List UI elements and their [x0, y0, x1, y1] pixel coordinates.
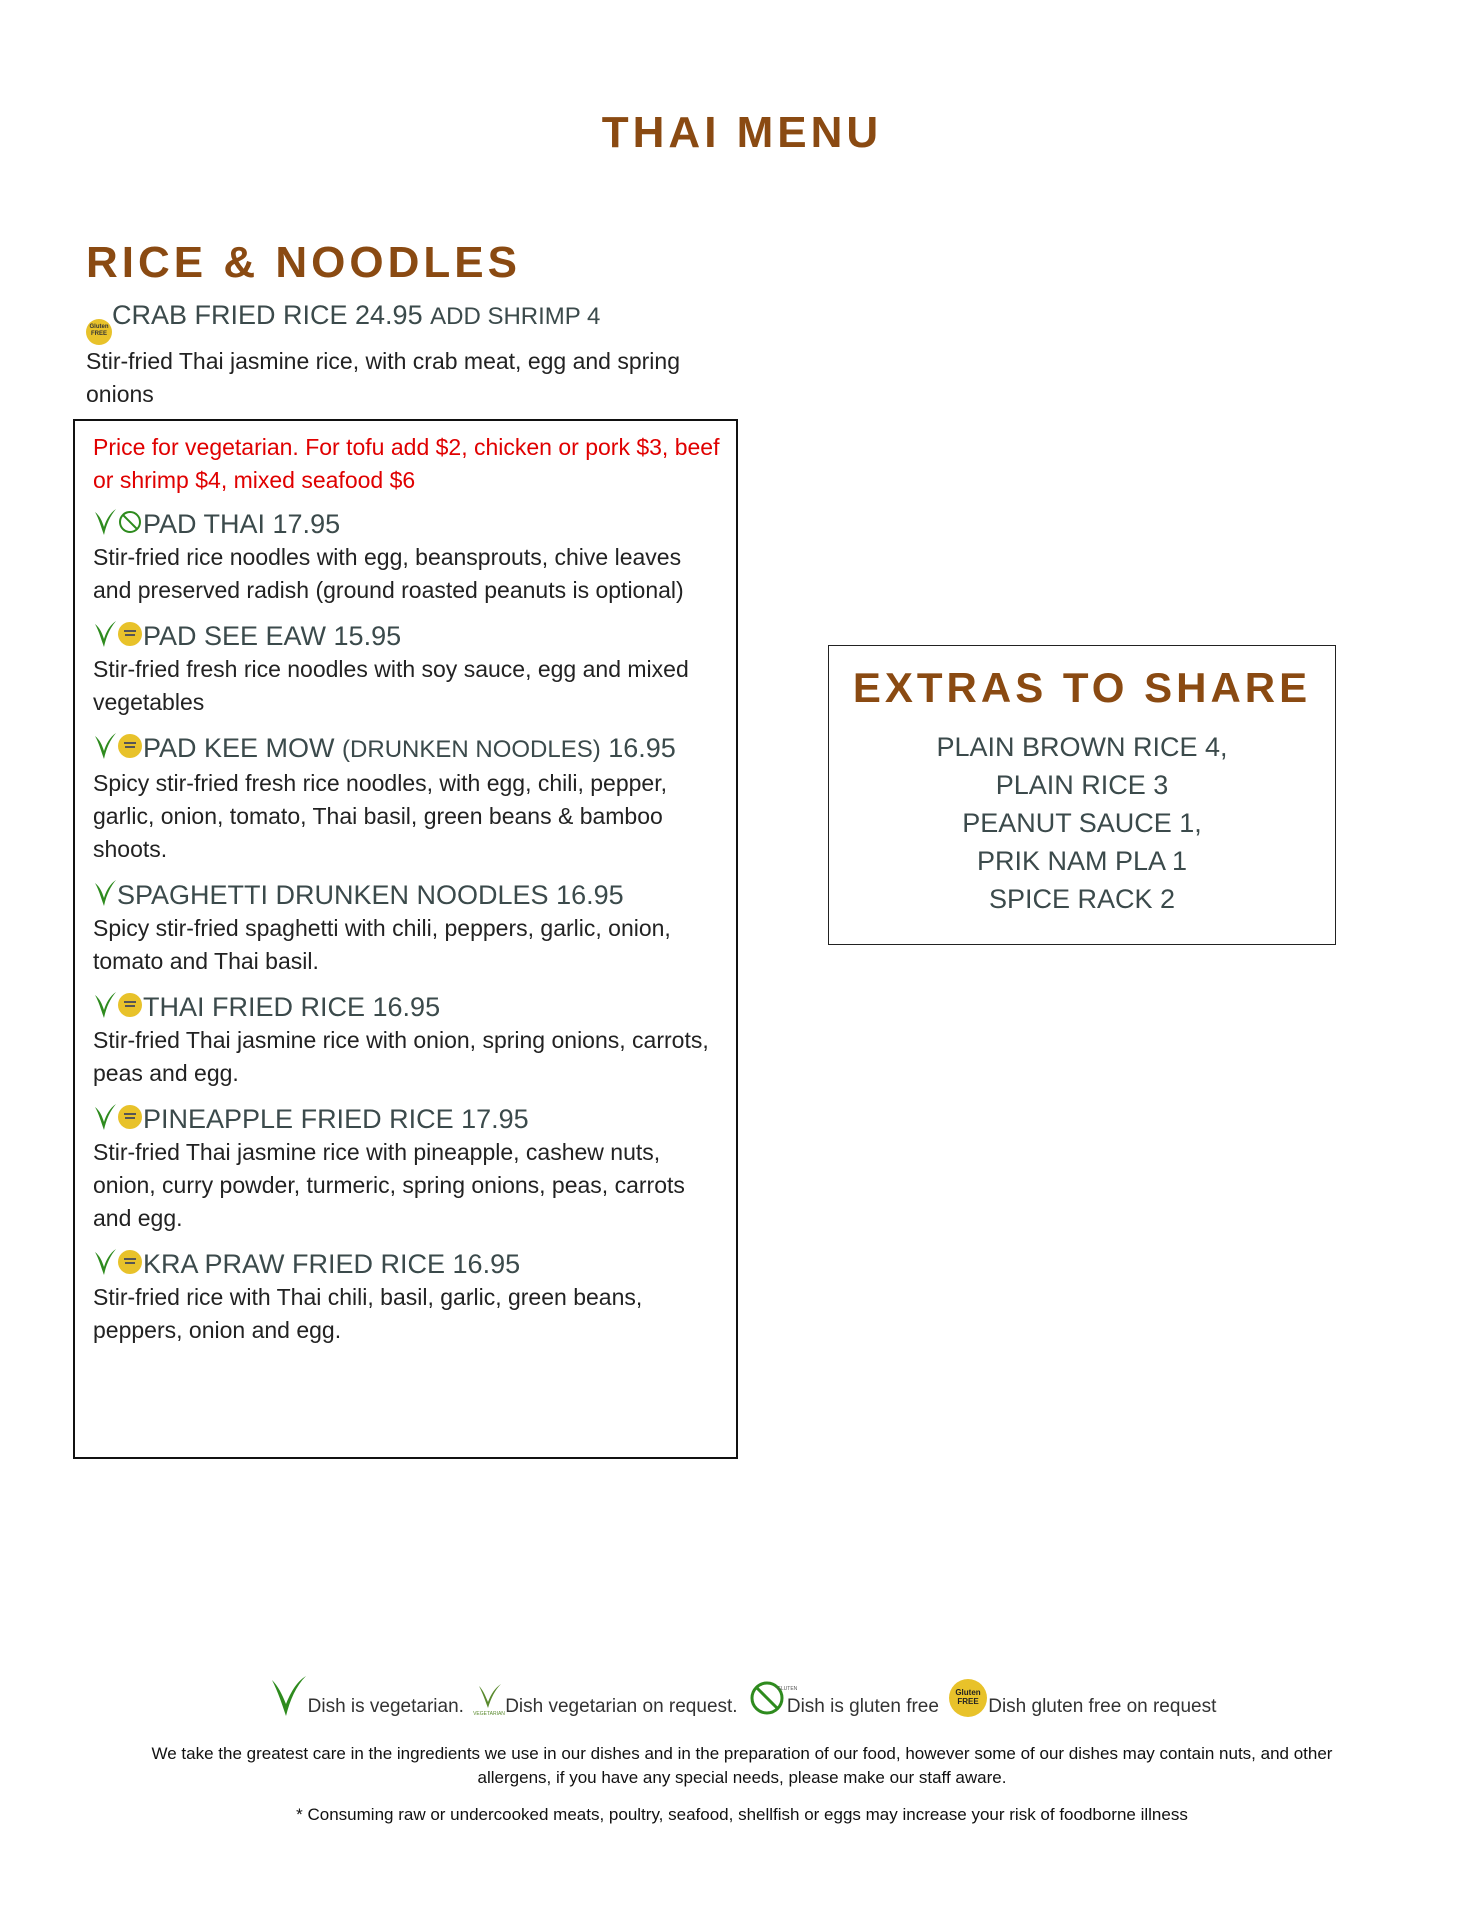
vegetarian-icon [93, 619, 117, 649]
svg-text:GLUTEN: GLUTEN [776, 1686, 798, 1692]
vegetarian-icon [268, 1672, 308, 1718]
extras-title: EXTRAS TO SHARE [852, 664, 1312, 711]
gluten-free-on-request-icon [117, 1249, 143, 1275]
gluten-free-on-request-icon [117, 621, 143, 647]
svg-text:VEGETARIAN: VEGETARIAN [473, 1711, 506, 1717]
dish-description: Stir-fried rice noodles with egg, beansprouts, chive leaves and preserved radish (ground roasted peanuts is optional) [93, 544, 684, 603]
vegetarian-icon [93, 1247, 117, 1277]
raw-food-warning: * Consuming raw or undercooked meats, poultry, seafood, shellfish or eggs may increase your risk of foodborne illness [296, 1805, 1188, 1824]
svg-text:FREE: FREE [957, 1697, 979, 1706]
dish-name-part: 16.95 [600, 733, 676, 763]
dish-name-part: (DRUNKEN NOODLES) [342, 736, 601, 763]
dish-description: Spicy stir-fried fresh rice noodles, with egg, chili, pepper, garlic, onion, tomato, Thai basil, green beans & bamboo shoots. [93, 770, 667, 862]
legend-gluten-free-on-request: Dish gluten free on request [988, 1696, 1217, 1717]
dish-name: PAD THAI 17.95 [143, 509, 341, 539]
dish-item [93, 990, 723, 1090]
extras-line: PEANUT SAUCE 1, [962, 808, 1202, 838]
vegetarian-icon [93, 507, 117, 537]
dish-name-part: PAD KEE MOW [143, 733, 343, 763]
dish-item [93, 1102, 723, 1235]
gluten-free-icon [117, 509, 143, 535]
vegetarian-dishes-box [73, 419, 738, 1459]
dish-name: SPAGHETTI DRUNKEN NOODLES 16.95 [117, 880, 624, 910]
dish-description: Stir-fried rice with Thai chili, basil, garlic, green beans, peppers, onion and egg. [93, 1284, 643, 1343]
dish-item [93, 619, 723, 719]
dish-addon: ADD SHRIMP 4 [430, 303, 601, 330]
vegetarian-on-request-icon [473, 1682, 505, 1718]
section-title: RICE & NOODLES [86, 238, 521, 287]
page-title: THAI MENU [601, 108, 883, 157]
vegetarian-icon [93, 731, 117, 761]
extras-box [828, 645, 1336, 945]
dish-item [93, 507, 723, 607]
extras-line: PRIK NAM PLA 1 [976, 846, 1188, 876]
dish-name: PAD SEE EAW 15.95 [143, 621, 402, 651]
extras-line: PLAIN BROWN RICE 4, [936, 732, 1228, 762]
dish-item [93, 878, 723, 978]
dish-description: Stir-fried Thai jasmine rice with pineapple, cashew nuts, onion, curry powder, turmeric, spring onions, peas, carrots and egg. [93, 1139, 685, 1231]
dish-crab-fried-rice [86, 298, 706, 411]
dish-name: CRAB FRIED RICE 24.95 [112, 300, 423, 330]
vegetarian-icon [93, 990, 117, 1020]
price-note: Price for vegetarian. For tofu add $2, chicken or pork $3, beef or shrimp $4, mixed seafood $6 [93, 434, 720, 493]
dish-description: Stir-fried fresh rice noodles with soy sauce, egg and mixed vegetables [93, 656, 689, 715]
dish-item [93, 731, 723, 866]
gluten-free-on-request-icon [117, 1104, 143, 1130]
dish-description: Stir-fried Thai jasmine rice with onion, spring onions, carrots, peas and egg. [93, 1027, 709, 1086]
legend [0, 1672, 1484, 1724]
gluten-free-on-request-icon [117, 733, 143, 759]
dish-name: THAI FRIED RICE 16.95 [143, 992, 441, 1022]
gluten-free-icon [747, 1678, 798, 1718]
legend-gluten-free: Dish is gluten free [786, 1696, 939, 1717]
gluten-free-on-request-icon [117, 992, 143, 1018]
allergen-disclaimer: We take the greatest care in the ingredients we use in our dishes and in the preparation of our food, however some of our dishes may contain nuts, and other allergens, if you have any special needs, please make our staff aware. [151, 1744, 1333, 1787]
svg-text:Gluten: Gluten [955, 1688, 981, 1697]
gluten-free-on-request-icon: Gluten FREE [86, 319, 112, 345]
dish-item [93, 1247, 723, 1347]
gluten-free-on-request-icon [948, 1678, 988, 1718]
vegetarian-icon [93, 1102, 117, 1132]
dish-name: KRA PRAW FRIED RICE 16.95 [143, 1249, 521, 1279]
dish-description: Stir-fried Thai jasmine rice, with crab meat, egg and spring onions [86, 348, 681, 407]
vegetarian-icon [93, 878, 117, 908]
dish-name: PINEAPPLE FRIED RICE 17.95 [143, 1104, 529, 1134]
legend-veg-on-request: Dish vegetarian on request. [505, 1696, 738, 1717]
extras-line: SPICE RACK 2 [988, 884, 1176, 914]
extras-line: PLAIN RICE 3 [995, 770, 1169, 800]
legend-vegetarian: Dish is vegetarian. [307, 1696, 464, 1717]
dish-description: Spicy stir-fried spaghetti with chili, peppers, garlic, onion, tomato and Thai basil. [93, 915, 671, 974]
